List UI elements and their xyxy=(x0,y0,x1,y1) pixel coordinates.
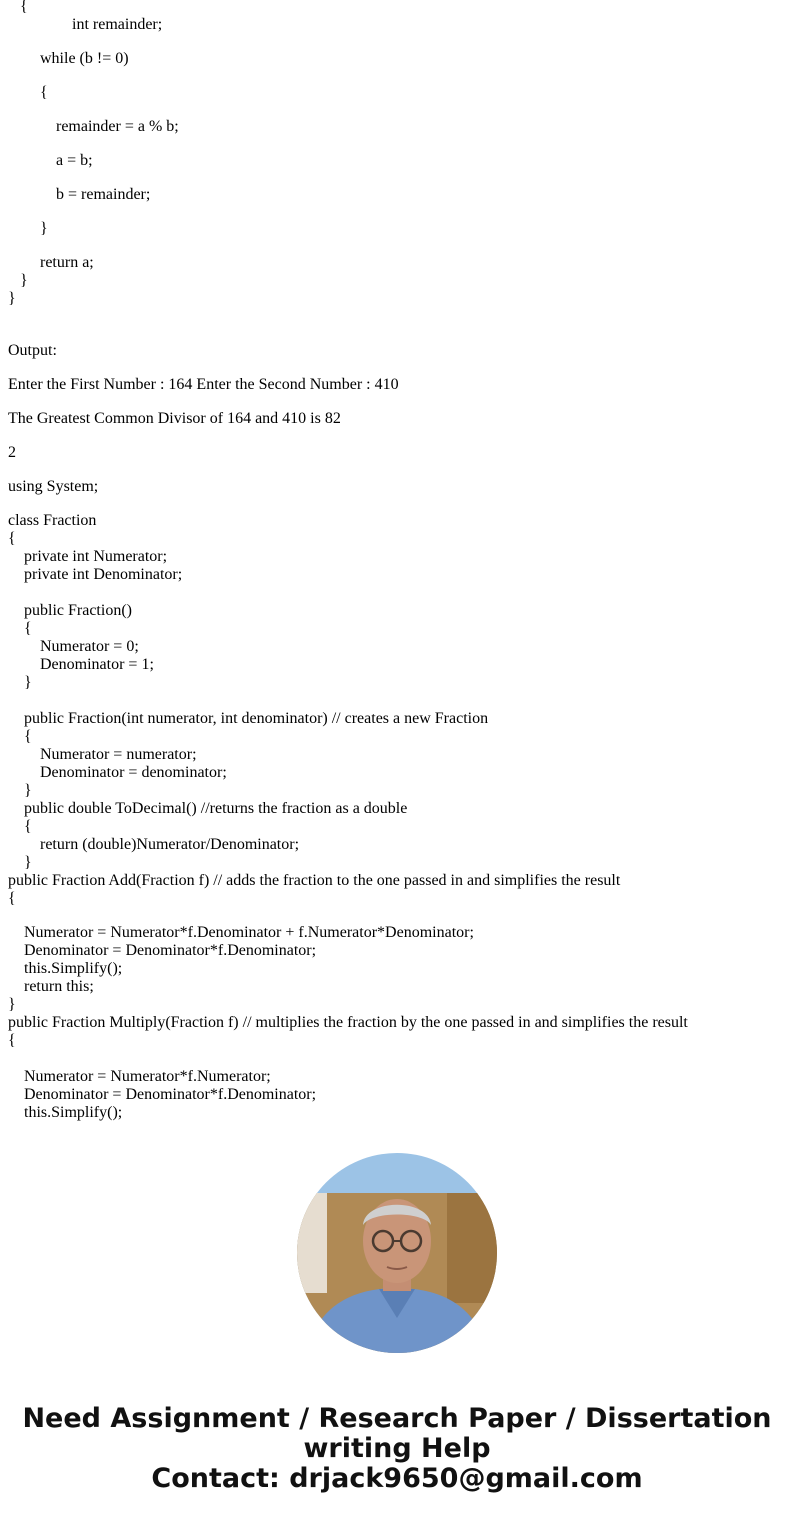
code-line: public Fraction(int numerator, int denominator) // creates a new Fraction xyxy=(24,710,489,727)
code-line: { xyxy=(40,84,48,101)
code-line: this.Simplify(); xyxy=(24,960,123,977)
author-photo xyxy=(297,1153,497,1353)
code-line: } xyxy=(8,290,16,307)
code-line: private int Numerator; xyxy=(24,548,168,565)
code-line: using System; xyxy=(8,478,99,495)
code-line: Denominator = 1; xyxy=(40,656,154,673)
code-line: this.Simplify(); xyxy=(24,1104,123,1121)
output-heading: Output: xyxy=(8,342,57,359)
code-line: public double ToDecimal() //returns the fraction as a double xyxy=(24,800,408,817)
code-line: return (double)Numerator/Denominator; xyxy=(40,836,300,853)
code-line: { xyxy=(8,530,16,547)
code-line: public Fraction Add(Fraction f) // adds the fraction to the one passed in and simplifies the result xyxy=(8,872,621,889)
code-line: } xyxy=(24,854,32,871)
code-line: Denominator = denominator; xyxy=(40,764,227,781)
code-line: { xyxy=(24,728,32,745)
code-line: Numerator = numerator; xyxy=(40,746,197,763)
code-line: { xyxy=(8,890,16,907)
section-number: 2 xyxy=(8,444,16,461)
code-line: public Fraction() xyxy=(24,602,132,619)
code-line: return this; xyxy=(24,978,94,995)
code-line: class Fraction xyxy=(8,512,97,529)
code-line: { xyxy=(24,818,32,835)
code-line: } xyxy=(20,272,28,289)
banner-line: Need Assignment / Research Paper / Dissertation xyxy=(22,1403,772,1434)
code-line: int remainder; xyxy=(72,16,163,33)
code-line: } xyxy=(24,674,32,691)
contact-line: Contact: drjack9650@gmail.com xyxy=(151,1463,643,1494)
code-line: Denominator = Denominator*f.Denominator; xyxy=(24,1086,317,1103)
code-line: a = b; xyxy=(56,152,93,169)
code-line: private int Denominator; xyxy=(24,566,183,583)
banner-line: writing Help xyxy=(303,1433,491,1464)
code-line: { xyxy=(20,0,28,15)
code-line: Denominator = Denominator*f.Denominator; xyxy=(24,942,317,959)
code-line: public Fraction Multiply(Fraction f) // multiplies the fraction by the one passed in and simplifies the result xyxy=(8,1014,688,1031)
code-line: } xyxy=(40,220,48,237)
output-line: Enter the First Number : 164 Enter the Second Number : 410 xyxy=(8,376,399,393)
code-line: } xyxy=(8,996,16,1013)
code-line: } xyxy=(24,782,32,799)
output-line: The Greatest Common Divisor of 164 and 410 is 82 xyxy=(8,410,341,427)
code-line: Numerator = Numerator*f.Denominator + f.Numerator*Denominator; xyxy=(24,924,474,941)
code-line: Numerator = Numerator*f.Numerator; xyxy=(24,1068,271,1085)
code-line: b = remainder; xyxy=(56,186,151,203)
code-line: { xyxy=(24,620,32,637)
code-line: Numerator = 0; xyxy=(40,638,139,655)
code-line: remainder = a % b; xyxy=(56,118,179,135)
code-line: { xyxy=(8,1032,16,1049)
code-line: while (b != 0) xyxy=(40,50,129,67)
code-line: return a; xyxy=(40,254,94,271)
